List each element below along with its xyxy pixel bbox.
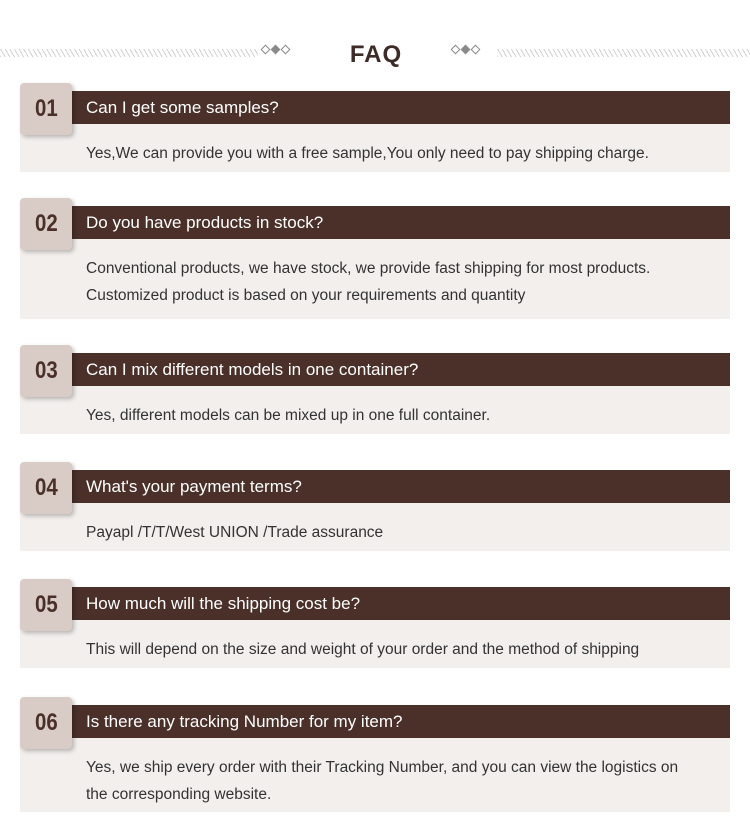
answer-box (20, 503, 730, 551)
page-title: FAQ (349, 41, 403, 68)
question-text: Can I mix different models in one container? (86, 360, 419, 379)
diamond-ornament-right-icon (452, 46, 479, 53)
number-badge: 04 (20, 462, 72, 514)
answer-box (20, 239, 730, 319)
number-badge: 06 (20, 697, 72, 749)
diamond-ornament-left-icon (262, 46, 289, 53)
question-bar (20, 705, 730, 738)
answer-line: Customized product is based on your requirements and quantity (86, 287, 526, 304)
question-bar (20, 206, 730, 239)
answer-line: Conventional products, we have stock, we provide fast shipping for most products. (86, 260, 651, 277)
answer-line: the corresponding website. (86, 786, 272, 803)
question-bar (20, 91, 730, 124)
number-badge: 03 (20, 345, 72, 397)
number-badge: 05 (20, 579, 72, 631)
answer-box (20, 386, 730, 434)
answer-line: Payapl /T/T/West UNION /Trade assurance (86, 524, 384, 541)
question-bar (20, 470, 730, 503)
question-text: Is there any tracking Number for my item? (86, 712, 403, 731)
question-bar (20, 353, 730, 386)
answer-line: Yes,We can provide you with a free sample,You only need to pay shipping charge. (86, 145, 649, 162)
question-text: Do you have products in stock? (86, 213, 324, 232)
answer-box (20, 738, 730, 812)
faq-header (0, 0, 750, 100)
answer-line: Yes, we ship every order with their Tracking Number, and you can view the logistics on (86, 759, 679, 776)
answer-box (20, 620, 730, 668)
question-text: Can I get some samples? (86, 98, 279, 117)
answer-box (20, 124, 730, 172)
decorative-hatch-right (497, 49, 750, 57)
answer-line: This will depend on the size and weight of your order and the method of shipping (86, 641, 640, 658)
number-badge: 02 (20, 198, 72, 250)
decorative-hatch-left (0, 49, 258, 57)
question-bar (20, 587, 730, 620)
number-badge: 01 (20, 83, 72, 135)
question-text: How much will the shipping cost be? (86, 594, 361, 613)
answer-line: Yes, different models can be mixed up in one full container. (86, 407, 491, 424)
question-text: What's your payment terms? (86, 477, 302, 496)
